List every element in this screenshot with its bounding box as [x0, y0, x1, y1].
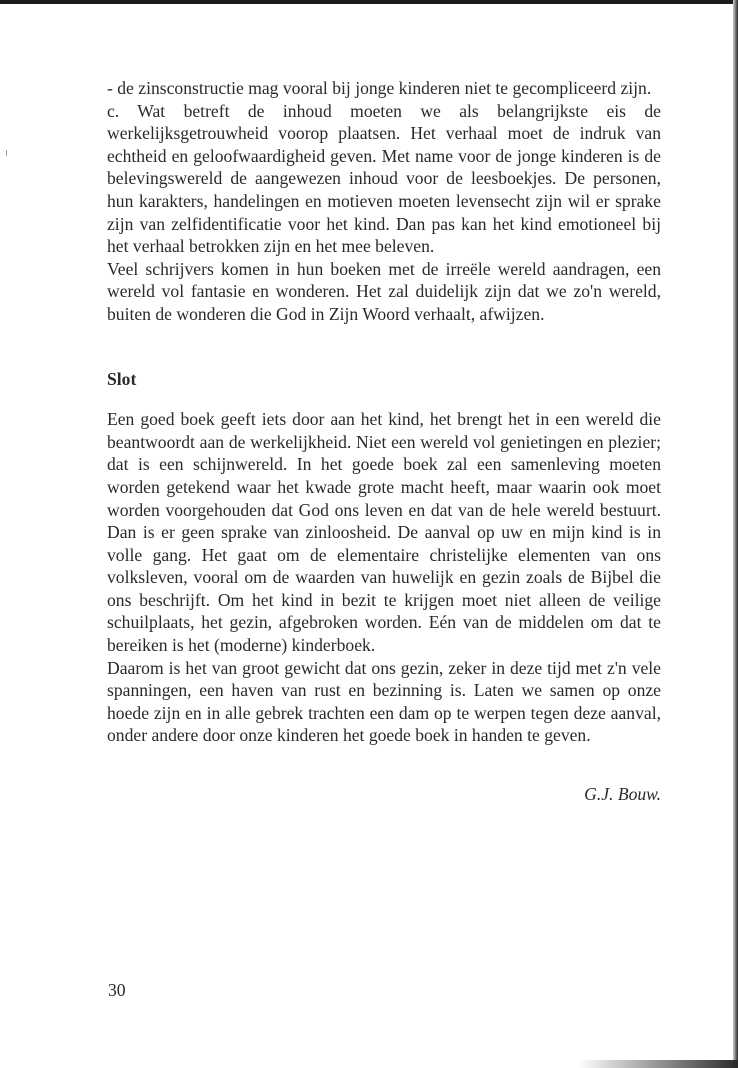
scan-right-edge-shadow [733, 0, 738, 1068]
scan-top-border [0, 0, 738, 4]
slot-paragraph-1: Een goed boek geeft iets door aan het kind, het brengt het in een wereld die beantwoordt aan de werkelijkheid. Niet een wereld vol genietingen en plezier; dat is een schijnwereld. In het goede boek zal een samenleving moeten worden getekend waar het kwade grote macht heeft, maar waarin ook moet worden voorgehouden dat God ons leven en dat van de hele wereld bestuurt. Dan is er geen sprake van zinloosheid. De aanval op uw en mijn kind is in volle gang. Het gaat om de elementaire christelijke elementen van ons volksleven, vooral om de waarden van huwelijk en gezin zoals de Bijbel die ons beschrijft. Om het kind in bezit te krijgen moet niet alleen de veilige schuilplaats, het gezin, afgebroken worden. Eén van de middelen om dat te bereiken is het (moderne) kinderboek. [107, 409, 661, 656]
bullet-paragraph: - de zinsconstructie mag vooral bij jonge kinderen niet te gecompliceerd zijn. [107, 78, 652, 98]
scan-bottom-shadow [578, 1060, 738, 1068]
margin-mark [6, 150, 7, 156]
slot-paragraph-2: Daarom is het van groot gewicht dat ons gezin, zeker in deze tijd met z'n vele spanningen, een haven van rust en bezinning is. Laten we samen op onze hoede zijn en in alle gebrek trachten een dam op te werpen tegen deze aanval, onder andere door onze kinderen het goede boek in handen te geven. [107, 657, 661, 746]
slot-heading: Slot [107, 368, 137, 389]
fantasy-paragraph: Veel schrijvers komen in hun boeken met de irreële wereld aandragen, een wereld vol fantasie en wonderen. Het zal duidelijk zijn dat we zo'n wereld, buiten de wonderen die God in Zijn Woord verhaalt, afwijzen. [107, 258, 661, 324]
page-number: 30 [108, 980, 126, 1000]
content-requirement-paragraph: c. Wat betreft de inhoud moeten we als belangrijkste eis de werkelijksgetrouwheid voorop plaatsen. Het verhaal moet de indruk van echtheid en geloofwaardigheid geven. Met name voor de jonge kinderen is de belevingswereld de aangewezen inhoud voor de leesboekjes. De personen, hun karakters, handelingen en motieven moeten levensecht zijn wil er sprake zijn van zelfidentificatie voor het kind. Dan pas kan het kind emotioneel bij het verhaal betrokken zijn en het mee beleven. [107, 100, 661, 257]
text-column [107, 77, 661, 806]
author-signature: G.J. Bouw. [584, 784, 661, 805]
